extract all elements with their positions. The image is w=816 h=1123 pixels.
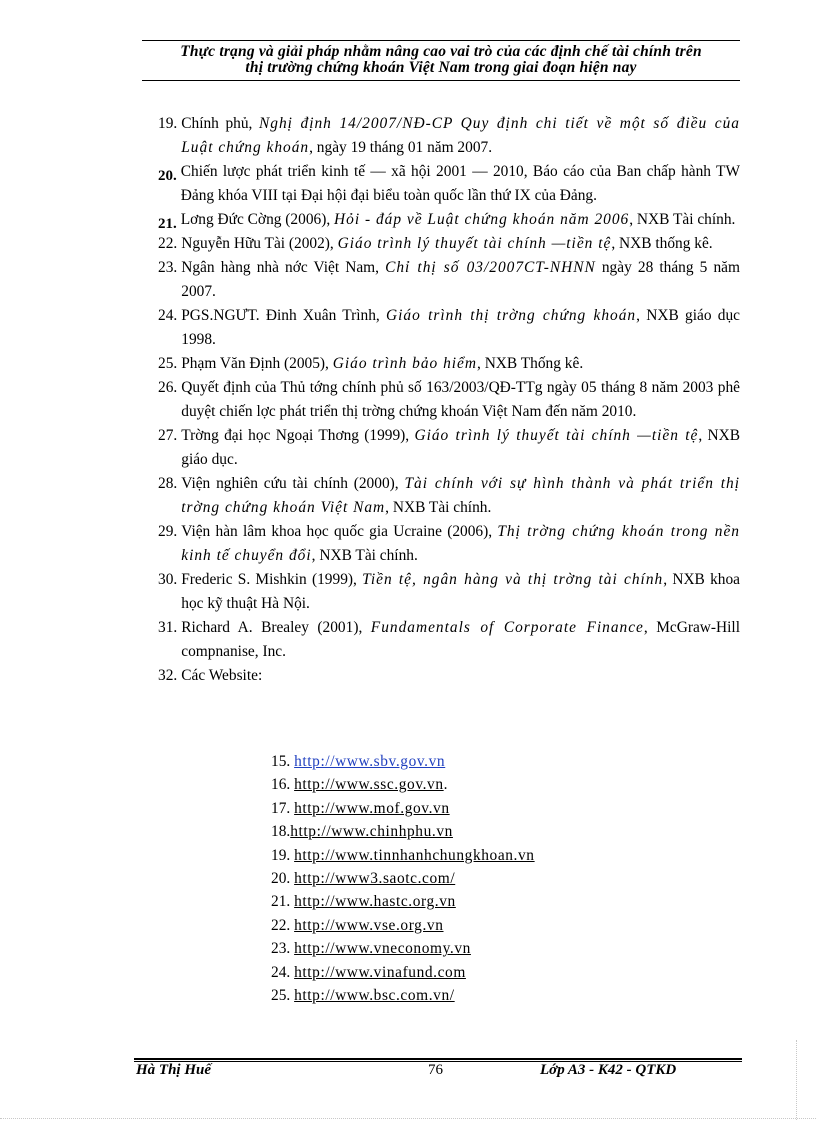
reference-title: Giáo trình thị trờng chứng khoán xyxy=(386,307,637,324)
reference-number: 30. xyxy=(158,571,178,588)
website-link[interactable]: http://www.ssc.gov.vn xyxy=(294,776,444,794)
footer-rule xyxy=(134,1058,742,1060)
reference-number: 31. xyxy=(158,619,178,636)
reference-item xyxy=(158,664,740,688)
reference-item xyxy=(158,160,740,208)
reference-number: 23. xyxy=(158,259,178,276)
reference-item xyxy=(158,424,740,472)
reference-title: Fundamentals of Corporate Finance xyxy=(370,619,644,636)
reference-title: Tài chính với sự hình thành và phát triển thị trờng chứng khoán Việt Nam xyxy=(181,475,740,516)
website-link[interactable]: http://www.chinhphu.vn xyxy=(290,823,453,841)
website-number: 15. xyxy=(271,753,291,770)
reference-item xyxy=(158,352,740,376)
reference-number: 28. xyxy=(158,475,178,492)
website-number: 18. xyxy=(271,823,291,841)
website-item xyxy=(271,914,535,937)
reference-text: Viện nghiên cứu tài chính (2000), Tài chính với sự hình thành và phát triển thị trờng chứng khoán Việt Nam, NXB Tài chính. xyxy=(181,475,740,516)
website-link[interactable]: http://www.hastc.org.vn xyxy=(294,893,456,911)
header-bottom-rule xyxy=(142,80,740,81)
reference-number: 25. xyxy=(158,355,178,372)
website-number: 20. xyxy=(271,870,291,888)
header-top-rule xyxy=(142,40,740,41)
reference-number: 20. xyxy=(158,168,177,184)
reference-title: Thị trờng chứng khoán trong nền kinh tế chuyển đổi xyxy=(181,523,740,564)
reference-text: Phạm Văn Định (2005), Giáo trình bảo hiểm, NXB Thống kê. xyxy=(181,355,584,372)
website-item xyxy=(271,961,535,984)
website-item xyxy=(271,867,535,890)
reference-item xyxy=(158,112,740,160)
website-number: 19. xyxy=(271,846,291,864)
reference-title: Tiền tệ, ngân hàng và thị trờng tài chính xyxy=(362,571,664,588)
reference-title: Giáo trình lý thuyết tài chính —tiền tệ xyxy=(337,235,612,252)
reference-item xyxy=(158,208,740,232)
reference-item xyxy=(158,568,740,616)
reference-number: 24. xyxy=(158,307,178,324)
website-link[interactable]: http://www.vinafund.com xyxy=(294,963,466,981)
page-number: 76 xyxy=(428,1062,443,1078)
website-number: 16. xyxy=(271,776,291,794)
website-item xyxy=(271,984,535,1007)
reference-text: Viện hàn lâm khoa học quốc gia Ucraine (2006), Thị trờng chứng khoán trong nền kinh tế chuyển đổi, NXB Tài chính. xyxy=(181,523,740,564)
website-link[interactable]: http://www.vneconomy.vn xyxy=(294,940,471,958)
running-header xyxy=(132,44,750,76)
page-edge-bottom xyxy=(0,1118,816,1119)
website-link[interactable]: http://www.bsc.com.vn/ xyxy=(294,987,455,1005)
website-link[interactable]: http://www.mof.gov.vn xyxy=(294,799,450,817)
reference-text: Các Website: xyxy=(181,667,263,684)
footer-class: Lớp A3 - K42 - QTKD xyxy=(540,1062,677,1078)
reference-number: 21. xyxy=(158,216,177,232)
website-number: 23. xyxy=(271,940,291,958)
reference-text: Trờng đại học Ngoại Thơng (1999), Giáo trình lý thuyết tài chính —tiền tệ, NXB giáo dục. xyxy=(181,427,740,468)
reference-title: Nghị định 14/2007/NĐ-CP Quy định chi tiết về một số điều của Luật chứng khoán xyxy=(181,115,740,156)
reference-title: Hỏi - đáp về Luật chứng khoán năm 2006 xyxy=(334,211,630,228)
reference-number: 26. xyxy=(158,379,178,396)
website-item xyxy=(271,820,535,843)
website-number: 21. xyxy=(271,893,291,911)
reference-text: Ngân hàng nhà nớc Việt Nam, Chỉ thị số 03/2007CT-NHNN ngày 28 tháng 5 năm 2007. xyxy=(181,259,740,300)
website-number: 25. xyxy=(271,987,291,1005)
website-item xyxy=(271,890,535,913)
running-header-line1: Thực trạng và giải pháp nhằm nâng cao vai trò của các định chế tài chính trên xyxy=(180,43,702,60)
website-number: 22. xyxy=(271,916,291,934)
reference-item xyxy=(158,256,740,304)
website-item xyxy=(271,937,535,960)
reference-title: Giáo trình bảo hiểm xyxy=(332,355,477,372)
reference-item xyxy=(158,376,740,424)
reference-number: 19. xyxy=(158,115,178,132)
page-edge-right xyxy=(796,1040,797,1120)
website-item xyxy=(271,750,535,773)
reference-list xyxy=(158,112,740,688)
website-list xyxy=(271,750,535,1007)
reference-text: Nguyễn Hữu Tài (2002), Giáo trình lý thuyết tài chính —tiền tệ, NXB thống kê. xyxy=(181,235,713,252)
reference-item xyxy=(158,616,740,664)
reference-number: 22. xyxy=(158,235,178,252)
website-item xyxy=(271,844,535,867)
reference-text: Quyết định của Thủ tớng chính phủ số 163/2003/QĐ-TTg ngày 05 tháng 8 năm 2003 phê duyệt chiến lợc phát triển thị trờng chứng khoán Việt Nam đến năm 2010. xyxy=(181,379,740,420)
reference-number: 27. xyxy=(158,427,178,444)
website-number: 17. xyxy=(271,799,291,817)
reference-item xyxy=(158,232,740,256)
footer-author: Hà Thị Huế xyxy=(136,1062,212,1078)
reference-text: Chính phủ, Nghị định 14/2007/NĐ-CP Quy định chi tiết về một số điều của Luật chứng khoán, ngày 19 tháng 01 năm 2007. xyxy=(181,115,740,156)
website-link[interactable]: http://www3.saotc.com/ xyxy=(294,870,456,888)
running-header-line2: thị trường chứng khoán Việt Nam trong giai đoạn hiện nay xyxy=(245,59,637,76)
reference-title: Chỉ thị số 03/2007CT-NHNN xyxy=(385,259,596,276)
website-item: 16. http://www.ssc.gov.vn. xyxy=(271,776,448,794)
reference-item xyxy=(158,472,740,520)
reference-item xyxy=(158,304,740,352)
reference-text: Lơng Đức Cờng (2006), Hỏi - đáp về Luật chứng khoán năm 2006, NXB Tài chính. xyxy=(180,211,736,228)
website-link[interactable]: http://www.sbv.gov.vn xyxy=(294,753,446,770)
reference-number: 32. xyxy=(158,667,178,684)
reference-number: 29. xyxy=(158,523,178,540)
website-item xyxy=(271,797,535,820)
reference-item xyxy=(158,520,740,568)
reference-text: PGS.NGƯT. Đinh Xuân Trình, Giáo trình thị trờng chứng khoán, NXB giáo dục 1998. xyxy=(181,307,741,348)
reference-text: Richard A. Brealey (2001), Fundamentals of Corporate Finance, McGraw-Hill compnanise, Inc. xyxy=(181,619,740,660)
website-link[interactable]: http://www.vse.org.vn xyxy=(294,916,444,934)
reference-text: Chiến lược phát triển kinh tế — xã hội 2001 — 2010, Báo cáo của Ban chấp hành TW Đảng khóa VIII tại Đại hội đại biểu toàn quốc lần thứ IX của Đảng. xyxy=(180,163,740,204)
website-number: 24. xyxy=(271,963,291,981)
reference-text: Frederic S. Mishkin (1999), Tiền tệ, ngân hàng và thị trờng tài chính, NXB khoa học kỹ thuật Hà Nội. xyxy=(181,571,740,612)
reference-title: Giáo trình lý thuyết tài chính —tiền tệ xyxy=(414,427,699,444)
website-link[interactable]: http://www.tinnhanhchungkhoan.vn xyxy=(294,846,535,864)
